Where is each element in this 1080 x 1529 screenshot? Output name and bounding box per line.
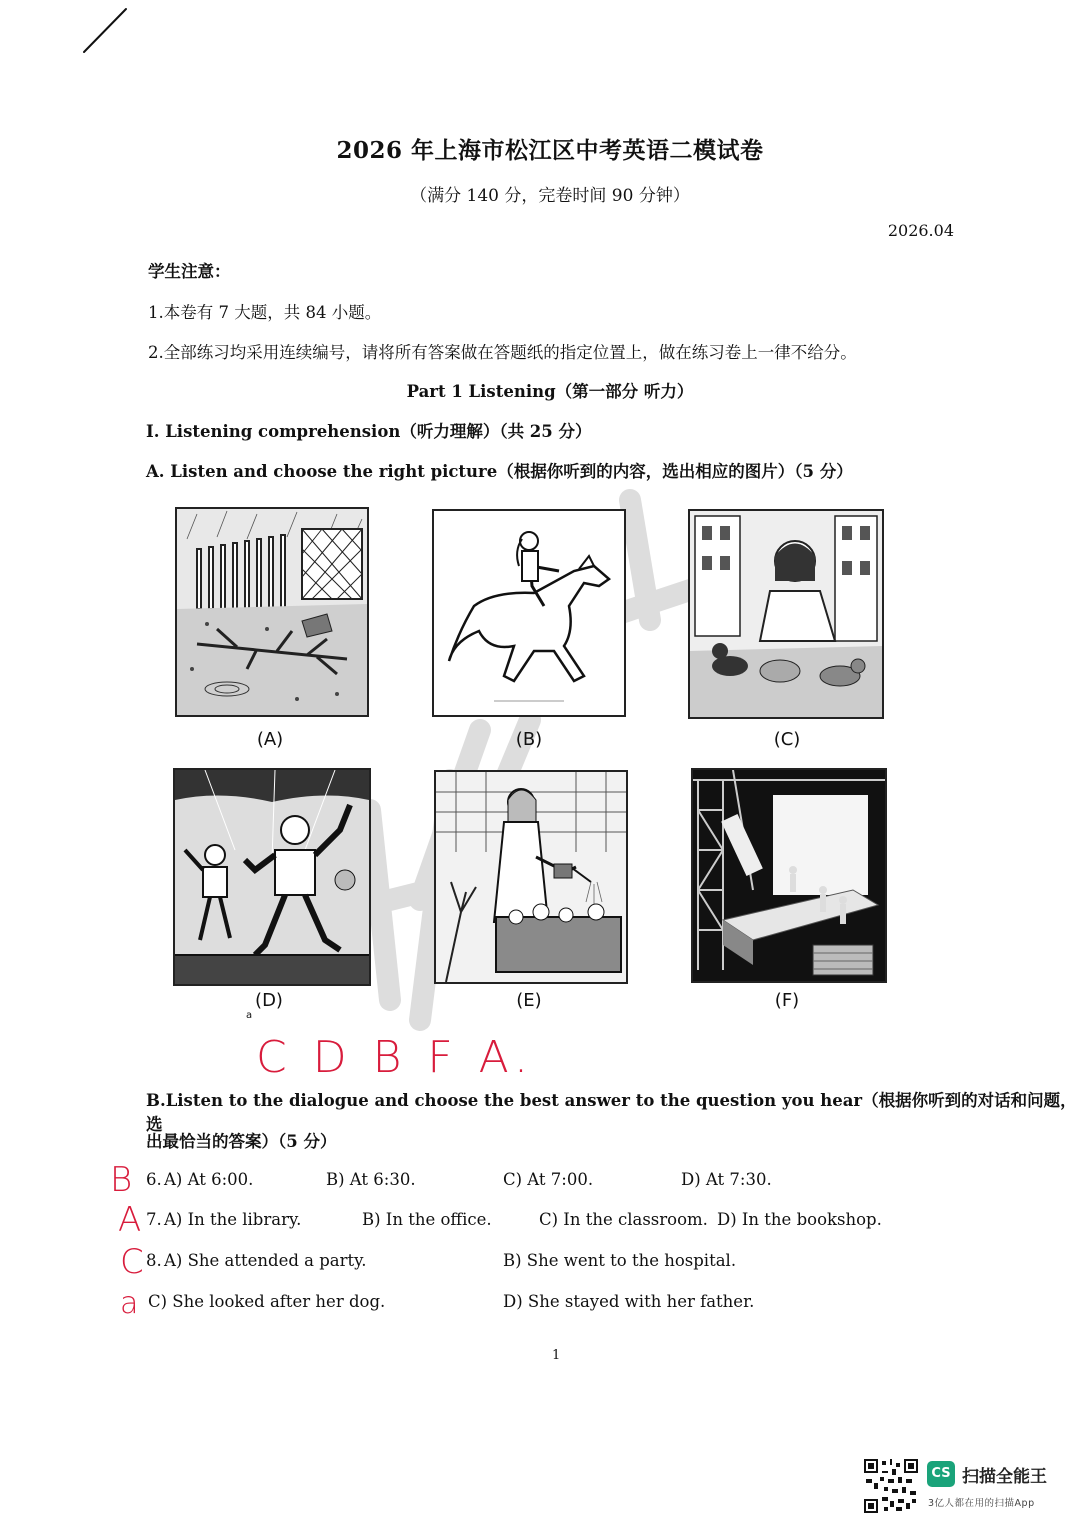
camscanner-logo: CS [927,1461,955,1487]
picture-b [432,509,626,717]
stage-construction-illustration [693,770,885,981]
storm-garden-illustration [177,509,367,715]
picture-a-label: (A) [256,729,284,750]
q7-option-a: A) In the library. [164,1210,302,1229]
q7-option-d: D) In the bookshop. [717,1210,882,1229]
pen-stroke-mark [78,6,134,56]
picture-b-label: (B) [515,729,543,750]
answer-mark-q8-extra: a [120,1286,139,1321]
section1-heading: I. Listening comprehension（听力理解）（共 25 分） [146,422,592,441]
picture-c [688,509,884,719]
sectionB-heading-line1: B.Listen to the dialogue and choose the best answer to the question you hear（根据你听到的对话和问题，选 [146,1091,1077,1134]
exam-subtitle: （满分 140 分，完卷时间 90 分钟） [410,186,690,206]
q7-option-b: B) In the office. [362,1210,492,1229]
picture-c-label: (C) [773,729,801,750]
horse-rider-illustration [434,511,624,715]
exam-date: 2026.04 [887,221,954,240]
stray-mark: a [246,1010,253,1021]
scanner-app-name: 扫描全能王 [962,1467,1047,1487]
page-number: 1 [552,1348,561,1363]
q6-number: 6. [146,1170,162,1189]
q6-option-a: A) At 6:00. [164,1170,254,1189]
part1-heading: Part 1 Listening（第一部分 听力） [406,382,694,401]
notice-heading: 学生注意： [148,262,231,281]
answer-mark-q8: C [120,1242,144,1282]
picture-e-label: (E) [516,990,542,1011]
scanner-tagline: 3亿人都在用的扫描App [928,1498,1035,1509]
picture-f-label: (F) [774,990,800,1011]
picture-d [173,768,371,986]
q8-option-b: B) She went to the hospital. [503,1251,737,1270]
q8-option-a: A) She attended a party. [164,1251,367,1270]
picture-f [691,768,887,983]
robots-stage-illustration [175,770,369,984]
exam-title: 2026 年上海市松江区中考英语二模试卷 [336,137,764,164]
picture-a [175,507,369,717]
q7-option-c: C) In the classroom. [539,1210,708,1229]
handwritten-answers: C D B F A. [256,1032,534,1083]
sectionA-heading: A. Listen and choose the right picture（根据你听到的内容，选出相应的图片）（5 分） [146,462,853,481]
notice-item-1: 1.本卷有 7 大题，共 84 小题。 [148,303,382,322]
q6-option-c: C) At 7:00. [503,1170,594,1189]
q7-number: 7. [146,1210,162,1229]
q8-number: 8. [146,1251,162,1270]
watering-garden-illustration [436,772,626,982]
sectionB-heading-line2: 出最恰当的答案）（5 分） [146,1132,337,1151]
picture-d-label: (D) [255,990,283,1011]
q6-option-d: D) At 7:30. [681,1170,772,1189]
cats-feeding-illustration [690,511,882,717]
q8-option-d: D) She stayed with her father. [503,1292,755,1311]
notice-item-2: 2.全部练习均采用连续编号，请将所有答案做在答题纸的指定位置上，做在练习卷上一律不给分。 [148,343,857,362]
q8-option-c: C) She looked after her dog. [148,1292,386,1311]
qr-code-icon [864,1459,918,1513]
answer-mark-q6: B [110,1160,133,1200]
answer-mark-q7: A [118,1200,142,1240]
picture-e [434,770,628,984]
q6-option-b: B) At 6:30. [326,1170,416,1189]
